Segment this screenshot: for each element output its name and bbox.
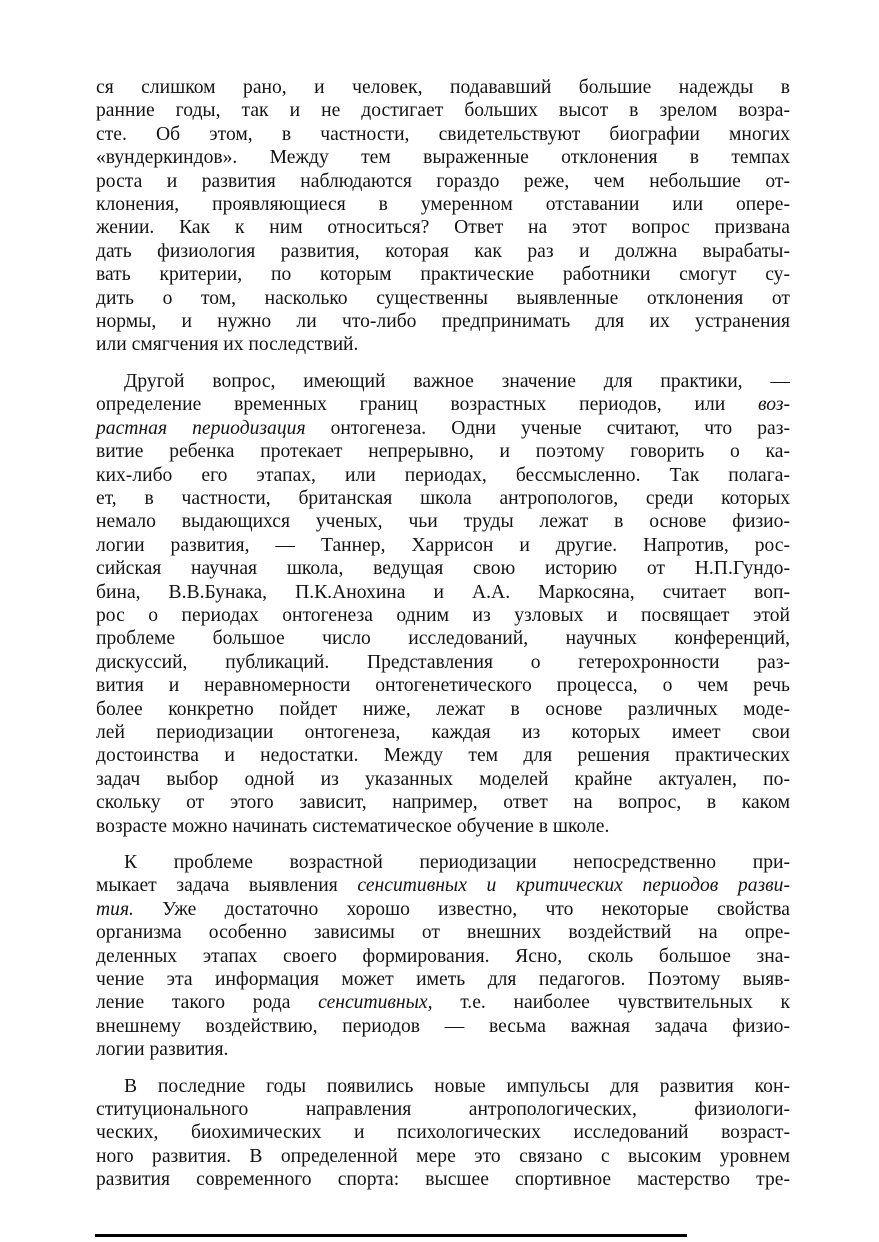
text-line xyxy=(96,393,790,416)
text-run: т.е. наиболее чувствительных к xyxy=(432,992,790,1014)
text-run: скольку от этого зависит, например, ответ на вопрос, в каком xyxy=(96,792,790,814)
italic-text-run: растная периодизация xyxy=(96,417,306,439)
text-line xyxy=(96,146,790,169)
text-line xyxy=(96,815,790,838)
text-run: лей периодизации онтогенеза, каждая из которых имеет свои xyxy=(96,721,790,743)
text-line xyxy=(96,851,790,874)
text-run: логии развития. xyxy=(96,1039,229,1061)
text-line xyxy=(96,791,790,814)
text-run: Уже достаточно хорошо известно, что некоторые свойства xyxy=(133,898,790,920)
text-line xyxy=(96,240,790,263)
text-line xyxy=(96,1038,790,1061)
page-text-block xyxy=(96,76,790,1192)
text-run: ного развития. В определенной мере это связано с высоким уровнем xyxy=(96,1145,790,1167)
paragraph xyxy=(96,1075,790,1192)
text-line xyxy=(96,263,790,286)
text-run: определение временных границ возрастных периодов, или xyxy=(96,394,759,416)
text-line xyxy=(96,581,790,604)
text-run: достоинства и недостатки. Между тем для решения практических xyxy=(96,745,790,767)
text-line xyxy=(96,768,790,791)
text-line xyxy=(96,674,790,697)
text-line xyxy=(96,945,790,968)
text-run: ранние годы, так и не достигает больших высот в зрелом возра- xyxy=(96,100,790,122)
text-run: ческих, биохимических и психологических исследований возраст- xyxy=(96,1122,790,1144)
text-run: роста и развития наблюдаются гораздо реже, чем небольшие от- xyxy=(96,170,790,192)
text-line xyxy=(96,627,790,650)
text-run: «вундеркиндов». Между тем выраженные отклонения в темпах xyxy=(96,147,790,169)
text-line xyxy=(96,557,790,580)
text-line xyxy=(96,310,790,333)
paragraph xyxy=(96,76,790,357)
text-run: онтогенеза. Одни ученые считают, что раз- xyxy=(305,417,790,439)
text-run: логии развития, — Таннер, Харрисон и другие. Напротив, рос- xyxy=(96,534,790,556)
text-run: чение эта информация может иметь для педагогов. Поэтому выяв- xyxy=(96,969,790,991)
text-line xyxy=(96,170,790,193)
text-line xyxy=(96,534,790,557)
text-line xyxy=(96,698,790,721)
italic-text-run: тия. xyxy=(96,898,134,920)
text-line xyxy=(96,921,790,944)
text-run: вать критерии, по которым практические работники смогут су- xyxy=(96,264,790,286)
text-line xyxy=(96,898,790,921)
paragraph xyxy=(96,370,790,838)
text-line xyxy=(96,123,790,146)
text-line xyxy=(96,333,790,356)
paragraph xyxy=(96,851,790,1062)
text-line xyxy=(96,991,790,1014)
text-line xyxy=(96,487,790,510)
text-line xyxy=(96,651,790,674)
text-line xyxy=(96,440,790,463)
text-line xyxy=(96,1015,790,1038)
text-line xyxy=(96,370,790,393)
text-run: немало выдающихся ученых, чьи труды лежат в основе физио- xyxy=(96,511,790,533)
text-run: Другой вопрос, имеющий важное значение для практики, — xyxy=(124,370,790,392)
text-run: ление такого рода xyxy=(96,992,319,1014)
text-run: развития современного спорта: высшее спортивное мастерство тре- xyxy=(96,1169,790,1191)
text-line xyxy=(96,604,790,627)
text-run: К проблеме возрастной периодизации непосредственно при- xyxy=(124,852,790,873)
text-run: дить о том, насколько существенны выявленные отклонения от xyxy=(96,287,790,309)
text-run: более конкретно пойдет ниже, лежат в основе различных моде- xyxy=(96,698,790,720)
text-run: ких-либо его этапах, или периодах, бессмысленно. Так полага- xyxy=(96,464,790,486)
text-run: мыкает задача выявления xyxy=(96,875,358,897)
text-run: сте. Об этом, в частности, свидетельствуют биографии многих xyxy=(96,123,790,145)
text-line xyxy=(96,510,790,533)
text-run: дать физиология развития, которая как раз и должна вырабаты- xyxy=(96,240,790,262)
text-line xyxy=(96,464,790,487)
text-line xyxy=(96,721,790,744)
text-line xyxy=(96,874,790,897)
text-run: жении. Как к ним относиться? Ответ на этот вопрос призвана xyxy=(96,217,790,239)
text-line xyxy=(96,193,790,216)
italic-text-run: сенситивных, xyxy=(318,992,433,1014)
text-run: бина, В.В.Бунака, П.К.Анохина и А.А. Маркосяна, считает воп- xyxy=(96,581,790,603)
text-run: дискуссий, публикаций. Представления о гетерохронности раз- xyxy=(96,651,790,673)
text-run: проблеме большое число исследований, научных конференций, xyxy=(96,628,790,650)
text-line xyxy=(96,99,790,122)
text-run: сийская научная школа, ведущая свою историю от Н.П.Гундо- xyxy=(96,558,790,580)
text-line xyxy=(96,1075,790,1098)
text-run: клонения, проявляющиеся в умеренном отставании или опере- xyxy=(96,194,790,216)
text-run: задач выбор одной из указанных моделей крайне актуален, по- xyxy=(96,768,790,790)
page-edge-scan-artifact xyxy=(95,1234,687,1237)
text-run: вития и неравномерности онтогенетического процесса, о чем речь xyxy=(96,675,790,697)
text-run: деленных этапах своего формирования. Ясно, сколь большое зна- xyxy=(96,945,790,967)
text-line xyxy=(96,968,790,991)
text-run: или смягчения их последствий. xyxy=(96,334,359,356)
text-run: ся слишком рано, и человек, подававший большие надежды в xyxy=(96,77,790,98)
text-line xyxy=(96,744,790,767)
text-run: рос о периодах онтогенеза одним из узловых и посвящает этой xyxy=(96,604,790,626)
text-line xyxy=(96,1168,790,1191)
text-run: витие ребенка протекает непрерывно, и поэтому говорить о ка- xyxy=(96,441,790,463)
text-run: нормы, и нужно ли что-либо предпринимать для их устранения xyxy=(96,311,790,333)
text-line xyxy=(96,1098,790,1121)
italic-text-run: воз- xyxy=(758,394,790,416)
text-line xyxy=(96,417,790,440)
text-run: внешнему воздействию, периодов — весьма важная задача физио- xyxy=(96,1015,790,1037)
text-line xyxy=(96,1121,790,1144)
text-run: В последние годы появились новые импульсы для развития кон- xyxy=(124,1075,790,1097)
text-line xyxy=(96,216,790,239)
text-run: возрасте можно начинать систематическое обучение в школе. xyxy=(96,815,610,837)
text-run: ституционального направления антропологических, физиологи- xyxy=(96,1099,790,1121)
italic-text-run: сенситивных и критических периодов разви- xyxy=(357,875,790,897)
text-line xyxy=(96,1145,790,1168)
text-run: организма особенно зависимы от внешних воздействий на опре- xyxy=(96,922,790,944)
text-run: ет, в частности, британская школа антропологов, среди которых xyxy=(96,487,790,509)
text-line xyxy=(96,76,790,99)
text-line xyxy=(96,287,790,310)
